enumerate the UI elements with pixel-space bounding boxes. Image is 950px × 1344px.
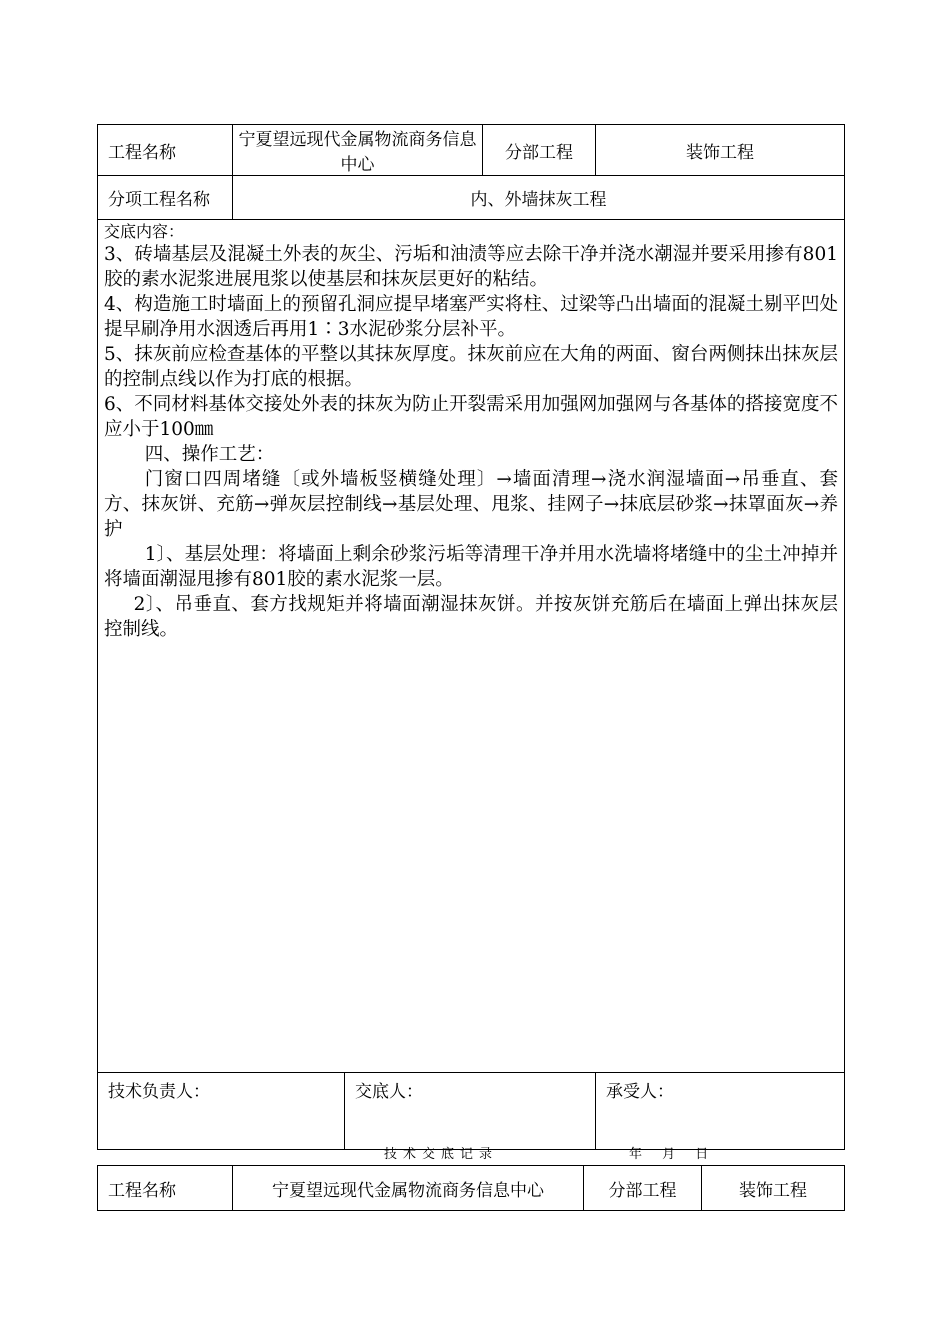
- receiver-signature: 承受人：: [596, 1073, 845, 1150]
- tech-lead-signature: 技术负责人：: [98, 1073, 345, 1150]
- record-title: 技术交底记录: [384, 1147, 499, 1162]
- division-label-2: 分部工程: [584, 1166, 702, 1211]
- disclosure-content: [98, 220, 844, 642]
- subitem-value: 内、外墙抹灰工程: [233, 176, 845, 220]
- process-flow: 门窗口四周堵缝〔或外墙板竖横缝处理〕→墙面清理→浇水润湿墙面→吊垂直、套方、抹灰饼、充筋→弹灰层控制线→基层处理、甩浆、挂网子→抹底层砂浆→抹罩面灰→养护: [104, 469, 838, 540]
- next-page-header-table: [97, 1165, 845, 1211]
- record-footer: [97, 1143, 844, 1161]
- content-item-3: 3、砖墙基层及混凝土外表的灰尘、污垢和油渍等应去除干净并浇水潮湿并要采用掺有801胶的素水泥浆进展甩浆以使基层和抹灰层更好的粘结。: [104, 244, 838, 290]
- division-value-2: 装饰工程: [702, 1166, 845, 1211]
- disclosure-table: [97, 124, 845, 1150]
- section-title: 四、操作工艺：: [144, 444, 275, 465]
- subitem-label: 分项工程名称: [98, 176, 233, 220]
- division-value: 装饰工程: [596, 125, 845, 176]
- project-name-label-2: 工程名称: [98, 1166, 233, 1211]
- content-heading: 交底内容：: [104, 222, 185, 241]
- process-step-1: 1〕、基层处理：将墙面上剩余砂浆污垢等清理干净并用水洗墙将堵缝中的尘土冲掉并将墙面潮湿甩掺有801胶的素水泥浆一层。: [104, 544, 838, 590]
- presenter-signature: 交底人：: [345, 1073, 596, 1150]
- project-name-value-2: 宁夏望远现代金属物流商务信息中心: [233, 1166, 584, 1211]
- content-item-6: 6、不同材料基体交接处外表的抹灰为防止开裂需采用加强网加强网与各基体的搭接宽度不应小于100㎜: [104, 394, 838, 440]
- project-name-label: 工程名称: [98, 125, 233, 176]
- process-step-2: 2〕、吊垂直、套方找规矩并将墙面潮湿抹灰饼。并按灰饼充筋后在墙面上弹出抹灰层控制线。: [104, 594, 838, 640]
- content-item-5: 5、抹灰前应检查基体的平整以其抹灰厚度。抹灰前应在大角的两面、窗台两侧抹出抹灰层的控制点线以作为打底的根据。: [104, 344, 838, 390]
- content-item-4: 4、构造施工时墙面上的预留孔洞应提早堵塞严实将柱、过梁等凸出墙面的混凝土剔平凹处提早刷净用水洇透后再用1∶3水泥砂浆分层补平。: [104, 294, 838, 340]
- disclosure-content-cell: [98, 220, 845, 1073]
- project-name-value: 宁夏望远现代金属物流商务信息中心: [233, 125, 483, 176]
- record-date: 年 月 日: [629, 1147, 709, 1162]
- division-label: 分部工程: [483, 125, 596, 176]
